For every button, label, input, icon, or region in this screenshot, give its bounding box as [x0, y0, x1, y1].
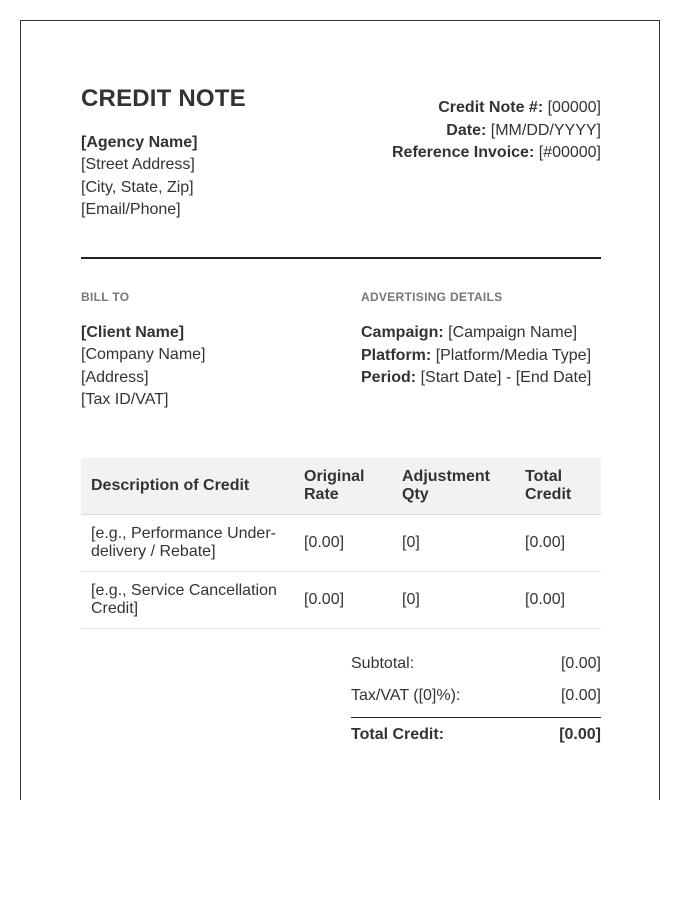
column-header-adjustment-qty: Adjustment Qty: [392, 458, 515, 515]
advertising-details-heading: ADVERTISING DETAILS: [361, 290, 503, 304]
reference-invoice-label: Reference Invoice:: [391, 144, 535, 161]
campaign-value: [Campaign Name]: [448, 324, 578, 341]
row-total-credit: [0.00]: [515, 572, 601, 629]
table-row: [81, 572, 601, 629]
row-description: [e.g., Performance Under-delivery / Rebate]: [81, 515, 294, 572]
credit-note-number-row: [392, 97, 601, 120]
date-value: [MM/DD/YYYY]: [490, 121, 601, 139]
agency-block: [81, 132, 197, 221]
period-value: [Start Date] - [End Date]: [420, 369, 592, 386]
subtotal-label: Subtotal:: [351, 655, 415, 672]
total-credit-row: [351, 722, 601, 754]
credit-note-meta: [392, 97, 601, 165]
row-description: [e.g., Service Cancellation Credit]: [81, 572, 294, 629]
client-name: [Client Name]: [81, 324, 185, 341]
advertising-details-block: [361, 322, 591, 390]
campaign-row: [361, 322, 591, 345]
credit-note-number-label: Credit Note #:: [438, 99, 544, 116]
column-header-total-credit: Total Credit: [515, 458, 601, 515]
document-title: CREDIT NOTE: [81, 85, 246, 112]
row-original-rate: [0.00]: [294, 572, 392, 629]
platform-row: [361, 345, 591, 368]
tax-row: [351, 683, 601, 715]
table-header-row: [81, 458, 601, 515]
table-row: [81, 515, 601, 572]
tax-value: [0.00]: [560, 687, 601, 704]
tax-label: Tax/VAT ([0]%):: [351, 687, 461, 704]
platform-value: [Platform/Media Type]: [435, 346, 592, 364]
date-label: Date:: [446, 121, 487, 139]
agency-street: [Street Address]: [81, 156, 195, 174]
total-credit-label: Total Credit:: [351, 726, 445, 743]
total-credit-value: [0.00]: [559, 726, 601, 743]
period-label: Period:: [361, 369, 417, 386]
reference-invoice-row: [392, 142, 601, 165]
row-original-rate: [0.00]: [294, 515, 392, 572]
row-adjustment-qty: [0]: [392, 572, 515, 629]
client-tax-id: [Tax ID/VAT]: [81, 390, 169, 408]
agency-city: [City, State, Zip]: [81, 178, 194, 196]
subtotal-value: [0.00]: [560, 655, 601, 672]
agency-contact: [Email/Phone]: [81, 200, 181, 218]
bill-to-block: [81, 322, 206, 411]
document-page: [20, 20, 660, 800]
row-adjustment-qty: [0]: [392, 515, 515, 572]
platform-label: Platform:: [361, 346, 432, 364]
totals-block: [351, 651, 601, 754]
header-divider: [81, 257, 601, 259]
agency-name: [Agency Name]: [81, 134, 198, 151]
bill-to-heading: BILL TO: [81, 290, 130, 304]
date-row: [392, 120, 601, 143]
totals-divider: [351, 717, 601, 718]
client-company: [Company Name]: [81, 346, 206, 364]
column-header-original-rate: Original Rate: [294, 458, 392, 515]
subtotal-row: [351, 651, 601, 683]
reference-invoice-value: [#00000]: [538, 144, 601, 161]
column-header-description: Description of Credit: [81, 458, 294, 515]
row-total-credit: [0.00]: [515, 515, 601, 572]
client-address: [Address]: [81, 368, 149, 386]
credit-note-number-value: [00000]: [547, 99, 601, 116]
period-row: [361, 367, 591, 390]
campaign-label: Campaign:: [361, 324, 444, 341]
credit-items-table: [81, 458, 601, 629]
